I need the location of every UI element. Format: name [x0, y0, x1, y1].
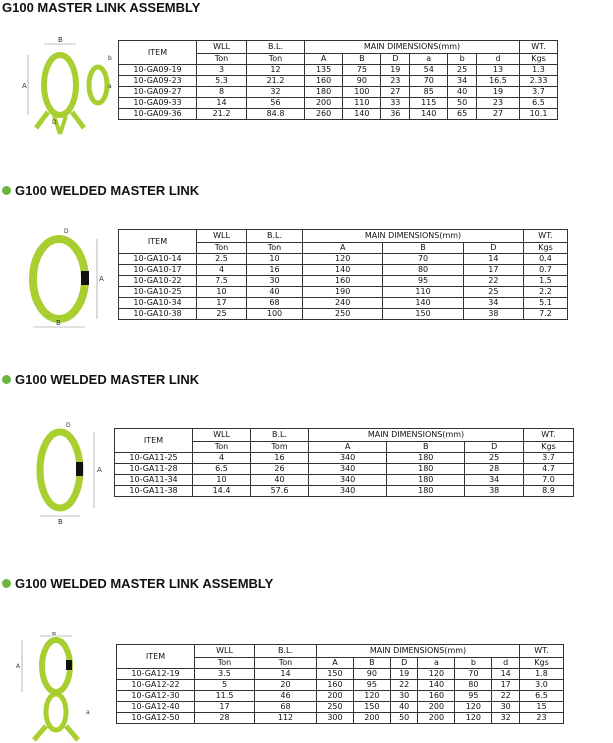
table-row [117, 713, 564, 724]
dimension-cell: 95 [353, 680, 390, 691]
dimension-cell: 75 [343, 65, 381, 76]
dimension-cell: 17 [463, 265, 523, 276]
section-title [2, 0, 200, 15]
master-link-assembly-illustration [20, 36, 115, 136]
col-header-main-dimensions: MAIN DIMENSIONS(mm) [303, 230, 524, 243]
section-title-text: G100 MASTER LINK ASSEMBLY [2, 0, 201, 15]
svg-text:A: A [97, 466, 102, 474]
table-body [117, 669, 564, 724]
dimension-cell: 25 [448, 65, 477, 76]
dimension-cell: 95 [383, 276, 463, 287]
section-welded-master-link-2 [0, 372, 613, 532]
dimension-cell: 110 [343, 98, 381, 109]
dimension-cell: 90 [343, 76, 381, 87]
table-row [117, 702, 564, 713]
dimension-cell: 120 [455, 713, 492, 724]
item-cell: 10-GA10-17 [119, 265, 197, 276]
dimension-cell: 340 [309, 475, 387, 486]
col-header-item: ITEM [115, 429, 193, 453]
spec-table [116, 644, 564, 724]
bl-cell: 57.6 [251, 486, 309, 497]
col-header-wt: WT. [520, 41, 558, 54]
wll-cell: 8 [197, 87, 247, 98]
section-master-link-assembly [0, 0, 613, 150]
dimension-cell: 17 [492, 680, 520, 691]
dimension-cell: 100 [343, 87, 381, 98]
item-cell: 10-GA10-25 [119, 287, 197, 298]
section-title-text: G100 WELDED MASTER LINK ASSEMBLY [15, 576, 274, 591]
svg-text:D: D [52, 119, 57, 126]
col-header-wt: WT. [524, 230, 568, 243]
table-row [119, 265, 568, 276]
item-cell: 10-GA09-19 [119, 65, 197, 76]
item-cell: 10-GA09-23 [119, 76, 197, 87]
bl-cell: 21.2 [247, 76, 305, 87]
dimension-cell: 40 [390, 702, 418, 713]
item-cell: 10-GA10-14 [119, 254, 197, 265]
table-row [119, 287, 568, 298]
svg-text:a: a [108, 83, 112, 90]
dimension-cell: 180 [387, 453, 465, 464]
svg-text:a: a [86, 709, 90, 716]
dimension-cell: 150 [353, 702, 390, 713]
table-row [117, 691, 564, 702]
dim-header: a [410, 54, 448, 65]
table-body [119, 65, 558, 120]
table-row [119, 309, 568, 320]
item-cell: 10-GA12-22 [117, 680, 195, 691]
table-body [115, 453, 574, 497]
item-cell: 10-GA09-36 [119, 109, 197, 120]
bl-cell: 20 [255, 680, 317, 691]
bl-cell: 26 [251, 464, 309, 475]
dimension-cell: 340 [309, 453, 387, 464]
wll-cell: 21.2 [197, 109, 247, 120]
table-row [117, 669, 564, 680]
wll-cell: 10 [193, 475, 251, 486]
col-header-bl: B.L. [251, 429, 309, 442]
dimension-cell: 95 [455, 691, 492, 702]
dimension-cell: 140 [303, 265, 383, 276]
unit-wll: Ton [195, 658, 255, 669]
bl-cell: 40 [247, 287, 303, 298]
dimension-cell: 110 [383, 287, 463, 298]
dimension-cell: 200 [418, 713, 455, 724]
dimension-cell: 160 [305, 76, 343, 87]
item-cell: 10-GA12-30 [117, 691, 195, 702]
dimension-cell: 340 [309, 486, 387, 497]
dimension-cell: 85 [410, 87, 448, 98]
wll-cell: 10 [197, 287, 247, 298]
item-cell: 10-GA10-22 [119, 276, 197, 287]
item-cell: 10-GA10-38 [119, 309, 197, 320]
unit-bl: Ton [247, 54, 305, 65]
dimension-cell: 180 [387, 486, 465, 497]
welded-master-link-illustration [22, 418, 112, 528]
svg-text:A: A [99, 275, 104, 283]
welded-master-link-illustration [12, 223, 107, 333]
section-title [2, 576, 273, 591]
item-cell: 10-GA09-33 [119, 98, 197, 109]
dimension-cell: 260 [305, 109, 343, 120]
unit-wt: Kgs [524, 243, 568, 254]
dimension-cell: 340 [309, 464, 387, 475]
dimension-cell: 34 [448, 76, 477, 87]
dim-header: A [303, 243, 383, 254]
dim-header: B [387, 442, 465, 453]
weight-cell: 7.2 [524, 309, 568, 320]
dimension-cell: 80 [383, 265, 463, 276]
unit-wll: Ton [197, 54, 247, 65]
wll-cell: 17 [195, 702, 255, 713]
weight-cell: 4.7 [524, 464, 574, 475]
dim-header: D [465, 442, 524, 453]
dimension-cell: 70 [455, 669, 492, 680]
svg-text:b: b [108, 55, 112, 62]
dimension-cell: 19 [476, 87, 519, 98]
dim-header: b [448, 54, 477, 65]
bl-cell: 46 [255, 691, 317, 702]
dimension-cell: 27 [476, 109, 519, 120]
item-cell: 10-GA11-38 [115, 486, 193, 497]
dimension-cell: 120 [353, 691, 390, 702]
item-cell: 10-GA09-27 [119, 87, 197, 98]
wll-cell: 25 [197, 309, 247, 320]
bl-cell: 100 [247, 309, 303, 320]
dimension-cell: 200 [353, 713, 390, 724]
weight-cell: 10.1 [520, 109, 558, 120]
wll-cell: 17 [197, 298, 247, 309]
dim-header: A [305, 54, 343, 65]
col-header-wll: WLL [197, 230, 247, 243]
dimension-cell: 19 [390, 669, 418, 680]
bl-cell: 40 [251, 475, 309, 486]
dimension-cell: 50 [390, 713, 418, 724]
dimension-cell: 23 [476, 98, 519, 109]
dimension-cell: 190 [303, 287, 383, 298]
dim-header: B [343, 54, 381, 65]
dimension-cell: 40 [448, 87, 477, 98]
dim-header: D [381, 54, 410, 65]
green-bullet-icon [2, 186, 11, 195]
dimension-cell: 180 [387, 464, 465, 475]
weight-cell: 1.3 [520, 65, 558, 76]
svg-text:B: B [58, 518, 63, 526]
col-header-wt: WT. [520, 645, 564, 658]
wll-cell: 2.5 [197, 254, 247, 265]
svg-text:D: D [66, 422, 71, 429]
unit-wll: Ton [197, 243, 247, 254]
item-cell: 10-GA10-34 [119, 298, 197, 309]
item-cell: 10-GA12-50 [117, 713, 195, 724]
dim-header: B [383, 243, 463, 254]
col-header-main-dimensions: MAIN DIMENSIONS(mm) [309, 429, 524, 442]
dimension-cell: 22 [463, 276, 523, 287]
dimension-cell: 120 [303, 254, 383, 265]
dimension-cell: 34 [465, 475, 524, 486]
dim-header: D [463, 243, 523, 254]
col-header-main-dimensions: MAIN DIMENSIONS(mm) [305, 41, 520, 54]
dimension-cell: 140 [410, 109, 448, 120]
dimension-cell: 135 [305, 65, 343, 76]
weight-cell: 0.4 [524, 254, 568, 265]
table-row [115, 486, 574, 497]
table-row [115, 453, 574, 464]
wll-cell: 4 [197, 265, 247, 276]
weight-cell: 3.7 [524, 453, 574, 464]
dimension-cell: 160 [317, 680, 354, 691]
dimension-cell: 120 [455, 702, 492, 713]
dimension-cell: 14 [463, 254, 523, 265]
dimension-cell: 38 [465, 486, 524, 497]
unit-bl: Ton [255, 658, 317, 669]
spec-table [114, 428, 574, 497]
dimension-cell: 36 [381, 109, 410, 120]
dimension-cell: 140 [418, 680, 455, 691]
dimension-cell: 38 [463, 309, 523, 320]
dimension-cell: 13 [476, 65, 519, 76]
unit-wll: Ton [193, 442, 251, 453]
dimension-cell: 25 [463, 287, 523, 298]
dimension-cell: 32 [492, 713, 520, 724]
table-row [119, 65, 558, 76]
dim-header: A [309, 442, 387, 453]
dimension-cell: 240 [303, 298, 383, 309]
dimension-cell: 54 [410, 65, 448, 76]
dimension-cell: 150 [317, 669, 354, 680]
weight-cell: 2.2 [524, 287, 568, 298]
weight-cell: 6.5 [520, 691, 564, 702]
dimension-cell: 27 [381, 87, 410, 98]
section-title [2, 183, 199, 198]
weight-cell: 1.5 [524, 276, 568, 287]
wll-cell: 4 [193, 453, 251, 464]
col-header-main-dimensions: MAIN DIMENSIONS(mm) [317, 645, 520, 658]
bl-cell: 10 [247, 254, 303, 265]
wll-cell: 6.5 [193, 464, 251, 475]
bl-cell: 16 [251, 453, 309, 464]
bl-cell: 16 [247, 265, 303, 276]
spec-table [118, 40, 558, 120]
svg-text:B: B [52, 632, 57, 637]
col-header-wll: WLL [195, 645, 255, 658]
dimension-cell: 200 [418, 702, 455, 713]
weight-cell: 23 [520, 713, 564, 724]
col-header-item: ITEM [119, 230, 197, 254]
item-cell: 10-GA11-34 [115, 475, 193, 486]
dim-header: A [317, 658, 354, 669]
col-header-wll: WLL [193, 429, 251, 442]
col-header-bl: B.L. [255, 645, 317, 658]
dimension-cell: 23 [381, 76, 410, 87]
dim-header: a [418, 658, 455, 669]
table-row [119, 76, 558, 87]
dimension-cell: 250 [303, 309, 383, 320]
unit-wt: Kgs [520, 54, 558, 65]
table-row [115, 464, 574, 475]
dim-header: b [455, 658, 492, 669]
section-welded-master-link-assembly [0, 576, 613, 743]
weight-cell: 6.5 [520, 98, 558, 109]
wll-cell: 5.3 [197, 76, 247, 87]
unit-wt: Kgs [524, 442, 574, 453]
wll-cell: 3.5 [195, 669, 255, 680]
weight-cell: 1.8 [520, 669, 564, 680]
wll-cell: 3 [197, 65, 247, 76]
dimension-cell: 300 [317, 713, 354, 724]
unit-bl: Tom [251, 442, 309, 453]
bl-cell: 68 [247, 298, 303, 309]
unit-bl: Ton [247, 243, 303, 254]
wll-cell: 14 [197, 98, 247, 109]
green-bullet-icon [2, 375, 11, 384]
table-row [119, 276, 568, 287]
wll-cell: 7.5 [197, 276, 247, 287]
bl-cell: 56 [247, 98, 305, 109]
section-welded-master-link-1 [0, 183, 613, 353]
dimension-cell: 25 [465, 453, 524, 464]
item-cell: 10-GA12-19 [117, 669, 195, 680]
green-bullet-icon [2, 579, 11, 588]
bl-cell: 32 [247, 87, 305, 98]
dimension-cell: 30 [492, 702, 520, 713]
bl-cell: 12 [247, 65, 305, 76]
table-row [119, 98, 558, 109]
dimension-cell: 250 [317, 702, 354, 713]
unit-wt: Kgs [520, 658, 564, 669]
col-header-item: ITEM [117, 645, 195, 669]
dimension-cell: 180 [387, 475, 465, 486]
table-row [119, 254, 568, 265]
bl-cell: 14 [255, 669, 317, 680]
svg-text:B: B [58, 36, 63, 44]
wll-cell: 11.5 [195, 691, 255, 702]
item-cell: 10-GA11-25 [115, 453, 193, 464]
col-header-bl: B.L. [247, 41, 305, 54]
dimension-cell: 200 [317, 691, 354, 702]
section-title [2, 372, 199, 387]
weight-cell: 2.33 [520, 76, 558, 87]
bl-cell: 68 [255, 702, 317, 713]
section-title-text: G100 WELDED MASTER LINK [15, 372, 200, 387]
dimension-cell: 140 [343, 109, 381, 120]
svg-text:B: B [56, 319, 61, 327]
dimension-cell: 80 [455, 680, 492, 691]
col-header-wt: WT. [524, 429, 574, 442]
bl-cell: 112 [255, 713, 317, 724]
dimension-cell: 14 [492, 669, 520, 680]
svg-text:A: A [22, 82, 27, 90]
dim-header: B [353, 658, 390, 669]
dimension-cell: 33 [381, 98, 410, 109]
dimension-cell: 70 [383, 254, 463, 265]
dimension-cell: 120 [418, 669, 455, 680]
wll-cell: 5 [195, 680, 255, 691]
dimension-cell: 16.5 [476, 76, 519, 87]
dimension-cell: 22 [492, 691, 520, 702]
bl-cell: 30 [247, 276, 303, 287]
dim-header: d [476, 54, 519, 65]
wll-cell: 14.4 [193, 486, 251, 497]
dimension-cell: 160 [303, 276, 383, 287]
col-header-item: ITEM [119, 41, 197, 65]
item-cell: 10-GA12-40 [117, 702, 195, 713]
weight-cell: 3.0 [520, 680, 564, 691]
dimension-cell: 19 [381, 65, 410, 76]
dim-header: d [492, 658, 520, 669]
dimension-cell: 90 [353, 669, 390, 680]
dim-header: D [390, 658, 418, 669]
spec-table [118, 229, 568, 320]
dimension-cell: 65 [448, 109, 477, 120]
item-cell: 10-GA11-28 [115, 464, 193, 475]
section-title-text: G100 WELDED MASTER LINK [15, 183, 200, 198]
col-header-bl: B.L. [247, 230, 303, 243]
bl-cell: 84.8 [247, 109, 305, 120]
table-row [119, 87, 558, 98]
dimension-cell: 28 [465, 464, 524, 475]
wll-cell: 28 [195, 713, 255, 724]
dimension-cell: 150 [383, 309, 463, 320]
weight-cell: 8.9 [524, 486, 574, 497]
table-body [119, 254, 568, 320]
weight-cell: 0.7 [524, 265, 568, 276]
svg-text:D: D [64, 228, 69, 235]
table-row [119, 109, 558, 120]
dimension-cell: 30 [390, 691, 418, 702]
weight-cell: 5.1 [524, 298, 568, 309]
dimension-cell: 140 [383, 298, 463, 309]
table-row [117, 680, 564, 691]
dimension-cell: 22 [390, 680, 418, 691]
weight-cell: 15 [520, 702, 564, 713]
table-row [119, 298, 568, 309]
dimension-cell: 34 [463, 298, 523, 309]
welded-master-link-assembly-illustration [16, 632, 112, 742]
dimension-cell: 180 [305, 87, 343, 98]
weight-cell: 7.0 [524, 475, 574, 486]
dimension-cell: 115 [410, 98, 448, 109]
svg-text:A: A [16, 663, 21, 670]
table-row [115, 475, 574, 486]
dimension-cell: 160 [418, 691, 455, 702]
col-header-wll: WLL [197, 41, 247, 54]
weight-cell: 3.7 [520, 87, 558, 98]
dimension-cell: 200 [305, 98, 343, 109]
dimension-cell: 50 [448, 98, 477, 109]
dimension-cell: 70 [410, 76, 448, 87]
